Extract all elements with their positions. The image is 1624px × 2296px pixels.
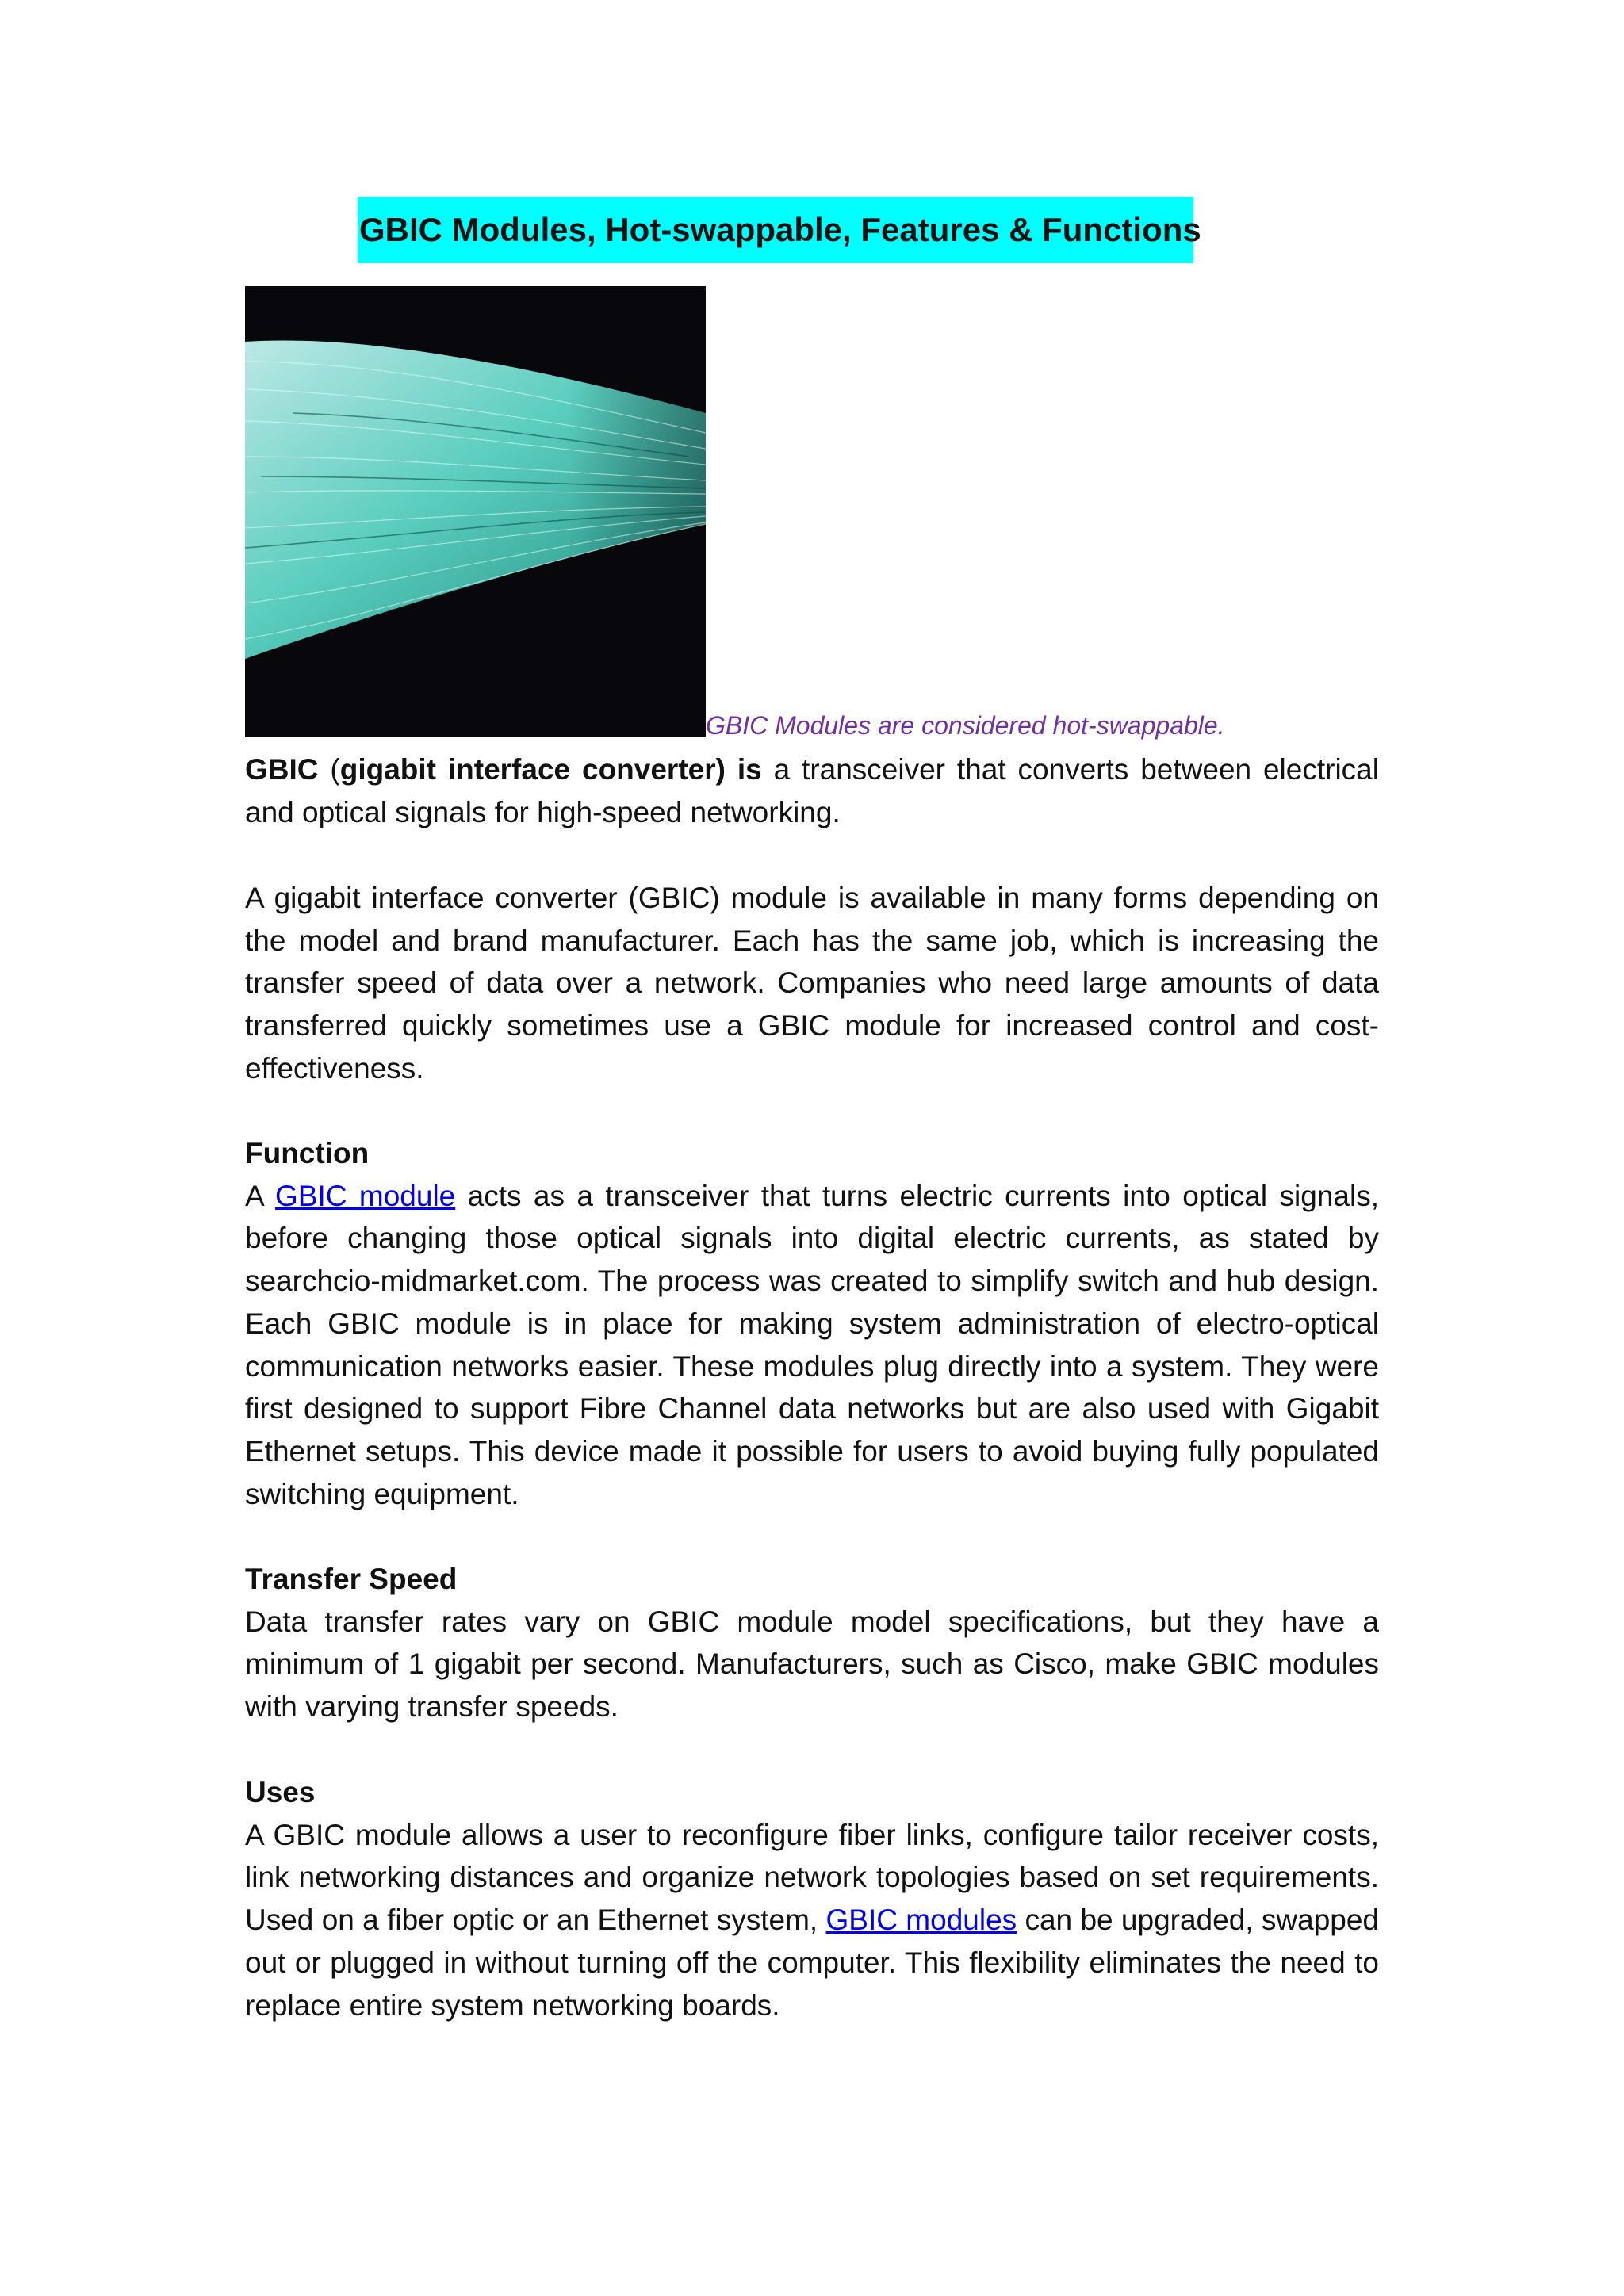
gbic-modules-link[interactable]: GBIC modules — [825, 1904, 1017, 1937]
uses-section — [245, 1771, 1379, 2026]
transfer-speed-heading: Transfer Speed — [245, 1563, 458, 1595]
fiber-optic-illustration — [245, 286, 706, 737]
function-section — [245, 1132, 1379, 1515]
intro-rest: a transceiver that converts between electrical and optical signals for high-speed networking. — [245, 753, 1379, 828]
uses-text-before: A GBIC module allows a user to reconfigure fiber links, configure tailor receiver costs, link networking distances and organize network topologies based on set requirements. Used on a fiber optic or an Ethernet system, — [245, 1818, 1379, 1937]
intro-paren: ( — [318, 753, 340, 786]
overview-text: A gigabit interface converter (GBIC) module is available in many forms depending on the model and brand manufacturer. Each has the same job, which is increasing the transfer speed of data over a network. Companies who need large amounts of data transferred quickly sometimes use a GBIC module for increased control and cost-effectiveness. — [245, 882, 1379, 1085]
function-lead: A — [245, 1179, 276, 1212]
fiber-optic-cable-photo — [245, 286, 706, 737]
gbic-term: GBIC — [245, 753, 319, 786]
gbic-expansion: gigabit interface converter) is — [339, 753, 762, 786]
uses-text-after: can be upgraded, swapped out or plugged in without turning off the computer. This flexibility eliminates the need to replace entire system networking boards. — [245, 1904, 1379, 2022]
image-caption: GBIC Modules are considered hot-swappable. — [706, 711, 1225, 740]
page-title: GBIC Modules, Hot-swappable, Features & Functions — [358, 197, 1193, 263]
transfer-speed-section — [245, 1558, 1379, 1728]
uses-heading: Uses — [245, 1776, 316, 1808]
overview-paragraph — [245, 877, 1379, 1090]
function-text: acts as a transceiver that turns electric currents into optical signals, before changing those optical signals into digital electric currents, as stated by searchcio-midmarket.com. The process was created to simplify switch and hub design. Each GBIC module is in place for making system administration of electro-optical communication networks easier. These modules plug directly into a system. They were first designed to support Fibre Channel data networks but are also used with Gigabit Ethernet setups. This device made it possible for users to avoid buying fully populated switching equipment. — [245, 1179, 1380, 1510]
gbic-module-link[interactable]: GBIC module — [275, 1179, 456, 1212]
intro-paragraph — [245, 748, 1379, 833]
transfer-speed-text: Data transfer rates vary on GBIC module model specifications, but they have a minimum of 1 gigabit per second. Manufacturers, such as Cisco, make GBIC modules with varying transfer speeds. — [245, 1605, 1379, 1724]
function-heading: Function — [245, 1137, 370, 1169]
